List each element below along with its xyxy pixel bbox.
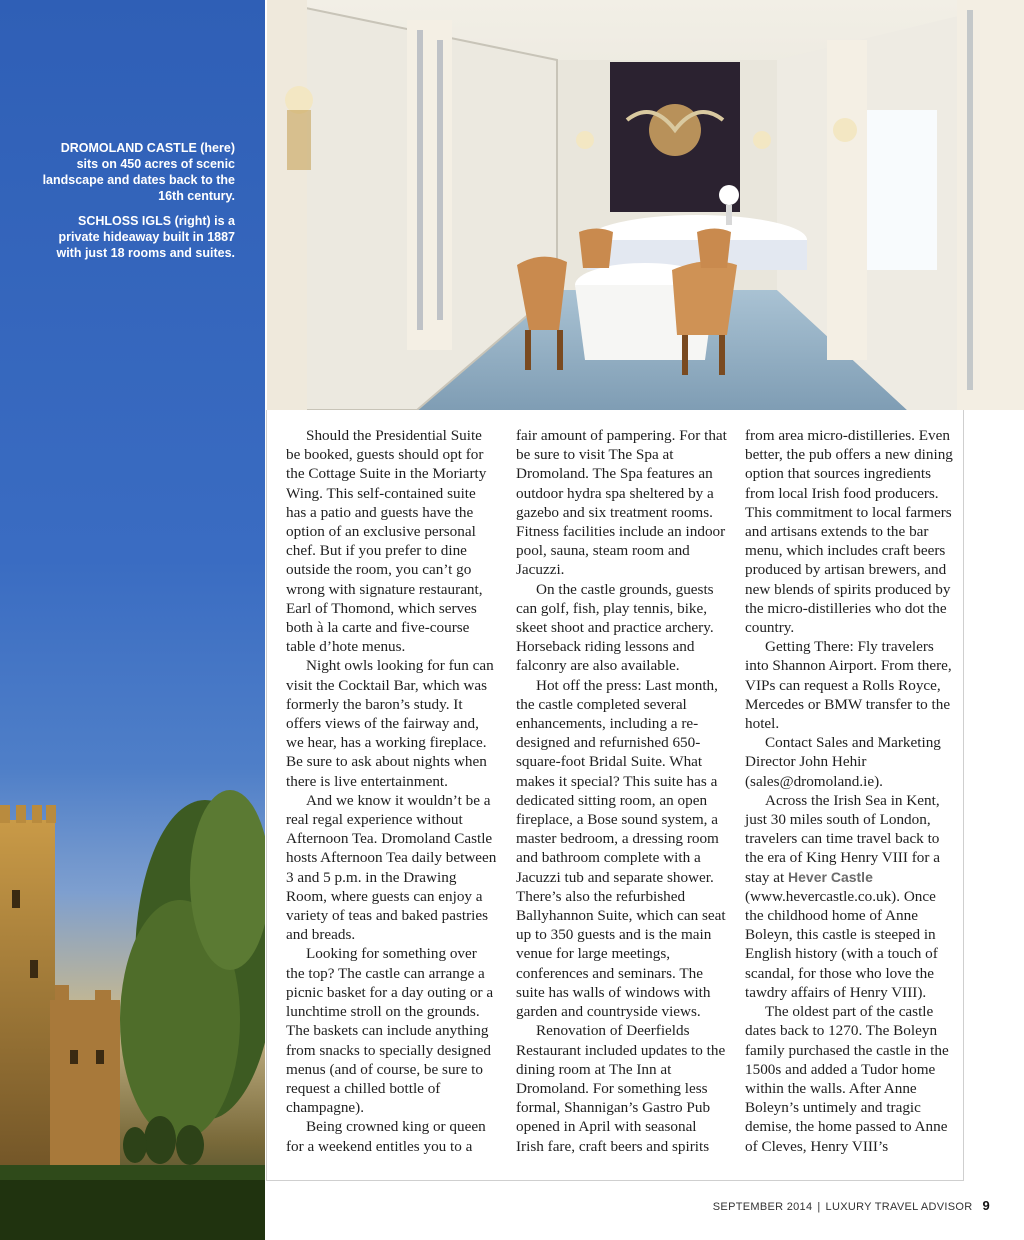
paragraph: Hot off the press: Last month, the castle completed several enhancements, including a re-designed and refurnished 650-square-foot Bridal Suite. What makes it special? This suite has a dedicated sitting room, an open fireplace, a Bose sound system, a master bedroom, a dressing room and bathroom complete with a Jacuzzi tub and separate shower. There’s also the refurbished Ballyhannon Suite, which can seat up to 350 guests and is the main venue for large meetings, conferences and seminars. The suite has walls of windows with garden and countryside views. (516, 676, 726, 1021)
schloss-igls-dining-room-photo (267, 0, 1024, 410)
paragraph: On the castle grounds, guests can golf, fish, play tennis, bike, skeet shoot and practice archery. Horseback riding lessons and falconry are also available. (516, 580, 714, 675)
caption-schloss-igls: SCHLOSS IGLS (right) is a private hideaway built in 1887 with just 18 rooms and suites. (56, 214, 235, 260)
paragraph: fair amount of pampering. For that be sure to visit The Spa at Dromoland. The Spa features an outdoor hydra spa sheltered by a gazebo and six treatment rooms. Fitness facilities include an indoor pool, sauna, steam room and Jacuzzi. (516, 427, 727, 579)
hever-castle-highlight: Hever Castle (788, 868, 873, 885)
paragraph: Looking for something over the top? The castle can arrange a picnic basket for a day outing or a lunchtime stroll on the grounds. The baskets can include anything from snacks to specially designed menus (and of course, be sure to request a chilled bottle of champagne). (286, 945, 494, 1117)
paragraph: Renovation of Deerfields Restaurant included updates to the dining room at The Inn at Dromoland. For something less formal, Shannigan’s Gastro Pub opened in April with seasonal Irish fare, craft beers and spirits (516, 1022, 726, 1155)
paragraph: Getting There: Fly travelers into Shannon Airport. From there, VIPs can request a Rolls Royce, Mercedes or BMW transfer to the hotel. (745, 638, 952, 733)
paragraph: Being crowned king or queen for a weekend entitles you to a (286, 1118, 486, 1155)
dromoland-castle-photo (0, 660, 265, 1240)
issue-date: SEPTEMBER 2014 (712, 1201, 813, 1213)
page-number: 9 (982, 1198, 990, 1213)
page-footer (660, 1198, 990, 1213)
paragraph: Contact Sales and Marketing Director John Hehir (sales@dromoland.ie). (745, 734, 941, 790)
footer-separator: | (817, 1201, 821, 1213)
content-frame-bottom (266, 1180, 964, 1181)
article-column-1 (286, 426, 498, 1156)
paragraph-hever-castle (745, 791, 957, 1002)
magazine-name: LUXURY TRAVEL ADVISOR (825, 1201, 973, 1213)
paragraph: The oldest part of the castle dates back to 1270. The Boleyn family purchased the castle in the 1500s and added a Tudor home within the walls. After Anne Boleyn’s untimely and tragic demise, the home passed to Anne of Cleves, Henry VIII’s (745, 1003, 949, 1155)
caption-dromoland: DROMOLAND CASTLE (here) sits on 450 acres of scenic landscape and dates back to the 16th century. (42, 141, 235, 203)
paragraph-text: (www.hevercastle.co.uk). Once the childhood home of Anne Boleyn, this castle is steeped in English history (with a touch of scandal, for those who love the tawdry affairs of Henry VIII). (745, 887, 938, 1001)
paragraph: And we know it wouldn’t be a real regal experience without Afternoon Tea. Dromoland Castle hosts Afternoon Tea daily between 3 and 5 p.m. in the Drawing Room, where guests can enjoy a variety of teas and baked pastries and breads. (286, 791, 497, 944)
paragraph: from area micro-distilleries. Even better, the pub offers a new dining option that sources ingredients from local Irish food producers. This commitment to local farmers and artisans extends to the bar menu, which includes craft beers produced by artisan brewers, and new blends of spirits produced by the micro-distilleries who dot the country. (745, 427, 953, 637)
photo-caption (40, 140, 235, 270)
content-frame-right (963, 410, 964, 1180)
paragraph: Night owls looking for fun can visit the Cocktail Bar, which was formerly the baron’s study. It offers views of the fairway and, we hear, has a working fireplace. Be sure to ask about nights when there is live entertainment. (286, 657, 494, 790)
left-photo-strip (0, 0, 265, 1240)
content-frame-left (266, 410, 267, 1180)
paragraph: Should the Presidential Suite be booked, guests should opt for the Cottage Suite in the Moriarty Wing. This self-contained suite has a patio and guests have the option of an exclusive personal chef. But if you prefer to dine outside the room, you can’t go wrong with signature restaurant, Earl of Thomond, which serves both à la carte and five-course table d’hote menus. (286, 427, 487, 656)
article-column-2 (516, 426, 728, 1156)
paragraph-text: Across the Irish Sea in Kent, just 30 miles south of London, travelers can time travel back to the era of King Henry VIII for a stay at (745, 791, 940, 886)
article-column-3 (745, 426, 957, 1156)
